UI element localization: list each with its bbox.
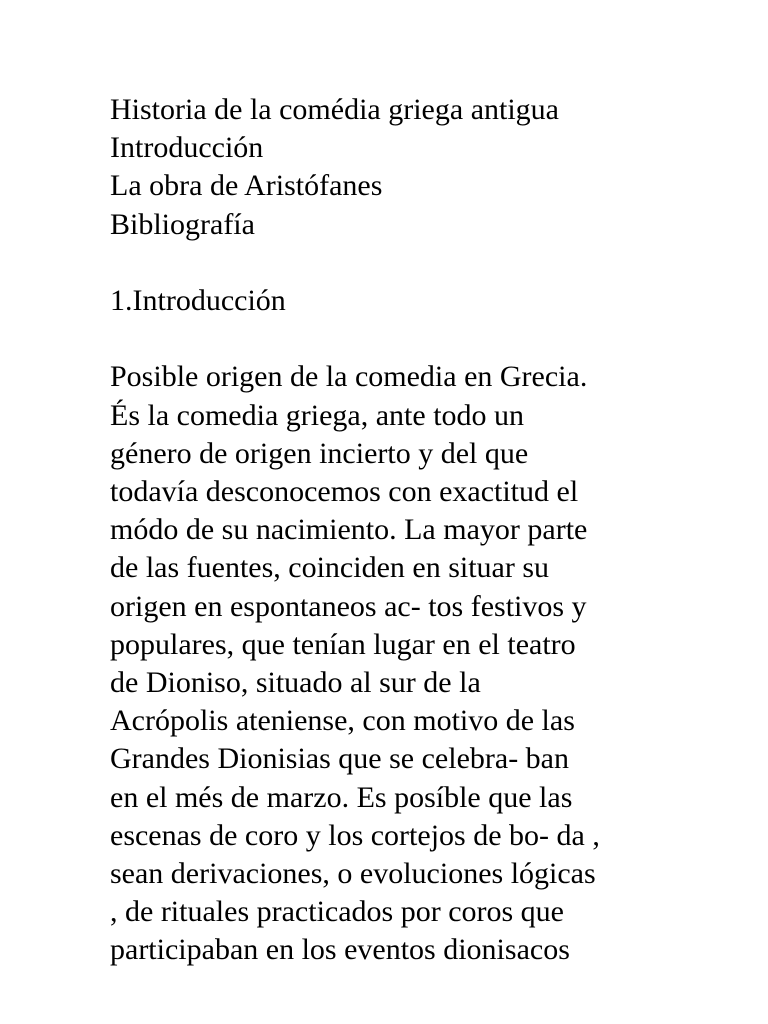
body-line: sean derivaciones, o evoluciones lógicas — [110, 857, 596, 891]
section-heading: 1.Introducción — [110, 284, 286, 317]
body-line: Grandes Dionisias que se celebra- ban — [110, 742, 569, 776]
body-line: , de rituales practicados por coros que — [110, 895, 564, 929]
body-line: escenas de coro y los cortejos de bo- da , — [110, 818, 600, 852]
body-line: de las fuentes, coinciden en situar su — [110, 551, 550, 585]
toc-item-bibliografia: Bibliografía — [110, 207, 255, 241]
body-line: Acrópolis ateniense, con motivo de las — [110, 704, 575, 738]
toc-item-obra-aristofanes: La obra de Aristófanes — [110, 169, 383, 203]
spacer — [110, 320, 730, 358]
body-line: populares, que tenían lugar en el teatro — [110, 627, 576, 661]
toc-title: Historia de la comédia griega antigua — [110, 93, 559, 126]
body-line: todavía desconocemos con exactitud el — [110, 475, 579, 508]
body-line: participaban en los eventos dionisacos — [110, 933, 570, 967]
body-line: És la comedia griega, ante todo un — [110, 398, 525, 432]
table-of-contents — [110, 91, 730, 244]
body-line: en el més de marzo. Es posíble que las — [110, 780, 573, 814]
spacer — [110, 244, 730, 282]
body-line: módo de su nacimiento. La mayor parte — [110, 513, 588, 547]
body-paragraph — [110, 358, 730, 969]
body-line: origen en espontaneos ac- tos festivos y — [110, 589, 587, 623]
body-line: Posible origen de la comedia en Grecia. — [110, 360, 588, 394]
toc-item-introduccion: Introducción — [110, 131, 264, 165]
body-line: de Dioniso, situado al sur de la — [110, 666, 481, 700]
document-page — [110, 91, 730, 970]
body-line: género de origen incierto y del que — [110, 436, 529, 470]
